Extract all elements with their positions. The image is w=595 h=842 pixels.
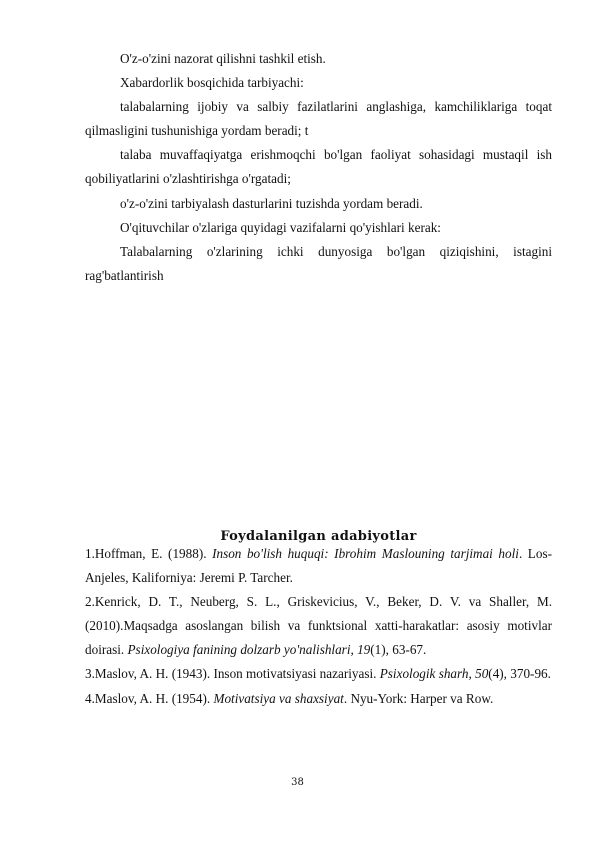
reference-item [85,542,552,590]
paragraph: Talabalarning o'zlarining ichki dunyosiga bo'lgan qiziqishini, istagini rag'batlantirish [85,243,552,283]
paragraph: O'qituvchilar o'zlariga quyidagi vazifalarni qo'yishlari kerak: [120,219,441,235]
reference-item [85,662,552,686]
reference-text: (1), 63-67. [370,642,427,658]
reference-title: Inson bo'lish huquqi: Ibrohim Maslouning tarjimai holi [212,546,519,561]
reference-title: Psixologiya fanining dolzarb yo'nalishlari, 19 [127,642,371,658]
reference-text: (4), 370-96. [488,666,551,682]
reference-text: . Nyu-York: Harper va Row. [343,690,494,706]
reference-item [85,590,552,662]
reference-text: 2.Kenrick, D. T., Neuberg, S. L., Griskevicius, V., Beker, D. V. va Shaller, M. (2010).Maqsadga asoslangan bilish va funktsional xatti-harakatlar: asosiy motivlar doirasi. [85,594,552,658]
page-number: 38 [291,777,304,788]
reference-text: . Los-Anjeles, Kaliforniya: Jeremi P. Tarcher. [85,546,552,586]
reference-title: Psixologik sharh, 50 [379,666,489,682]
body-text [85,47,552,288]
references-heading: Foydalanilgan adabiyotlar [220,529,417,544]
reference-item [85,687,552,711]
reference-text: 3.Maslov, A. H. (1943). Inson motivatsiyasi nazariyasi. [85,666,380,682]
paragraph: talaba muvaffaqiyatga erishmoqchi bo'lgan faoliyat sohasidagi mustaqil ish qobiliyatlarini o'zlashtirishga o'rgatadi; [85,147,552,187]
references-list [85,542,552,711]
paragraph: o'z-o'zini tarbiyalash dasturlarini tuzishda yordam beradi. [120,195,423,211]
paragraph: Xabardorlik bosqichida tarbiyachi: [120,75,304,91]
reference-text: 1.Hoffman, E. (1988). [85,546,213,561]
paragraph: talabalarning ijobiy va salbiy fazilatlarini anglashiga, kamchiliklariga toqat qilmasligini tushunishiga yordam beradi; t [85,99,552,139]
reference-title: Motivatsiya va shaxsiyat [213,690,344,706]
reference-text: 4.Maslov, A. H. (1954). [85,690,214,706]
paragraph: O'z-o'zini nazorat qilishni tashkil etish. [120,51,326,66]
